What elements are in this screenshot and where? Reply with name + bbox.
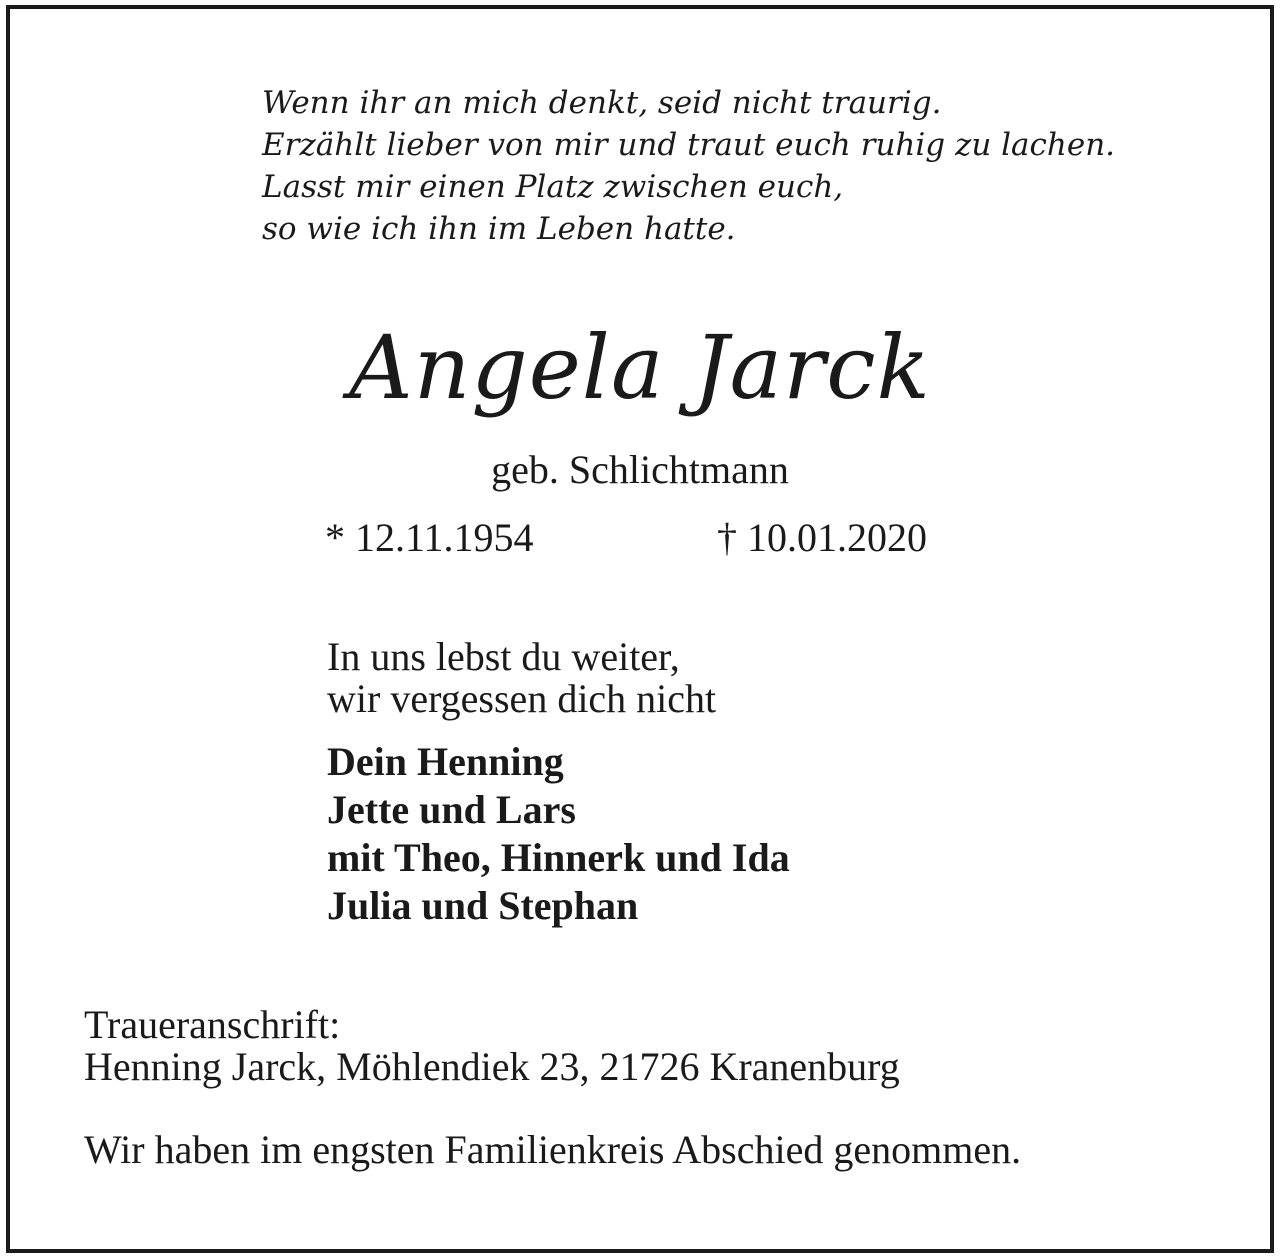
verse-line: wir vergessen dich nicht xyxy=(327,676,717,721)
remembrance-verse xyxy=(327,636,716,720)
maiden-name: geb. Schlichtmann xyxy=(491,447,789,492)
address-text: Henning Jarck, Möhlendiek 23, 21726 Kranenburg xyxy=(84,1044,900,1089)
mourner-line: Dein Henning xyxy=(327,739,564,784)
memorial-poem xyxy=(262,82,1115,250)
farewell-note: Wir haben im engsten Familienkreis Abschied genommen. xyxy=(84,1127,1022,1172)
mourning-address xyxy=(84,1004,900,1088)
poem-line: Lasst mir einen Platz zwischen euch, xyxy=(262,169,844,205)
verse-line: In uns lebst du weiter, xyxy=(327,634,680,679)
death-date: † 10.01.2020 xyxy=(717,515,927,560)
address-label: Traueranschrift: xyxy=(84,1002,341,1047)
mourner-line: mit Theo, Hinnerk und Ida xyxy=(327,835,790,880)
mourner-line: Julia und Stephan xyxy=(327,883,639,928)
poem-line: Erzählt lieber von mir und traut euch ruhig zu lachen. xyxy=(262,127,1116,163)
poem-line: so wie ich ihn im Leben hatte. xyxy=(262,211,736,247)
mourners-list xyxy=(327,738,790,930)
birth-date: * 12.11.1954 xyxy=(325,515,534,560)
deceased-name: Angela Jarck xyxy=(349,316,931,419)
poem-line: Wenn ihr an mich denkt, seid nicht traurig. xyxy=(262,85,942,121)
mourner-line: Jette und Lars xyxy=(327,787,576,832)
